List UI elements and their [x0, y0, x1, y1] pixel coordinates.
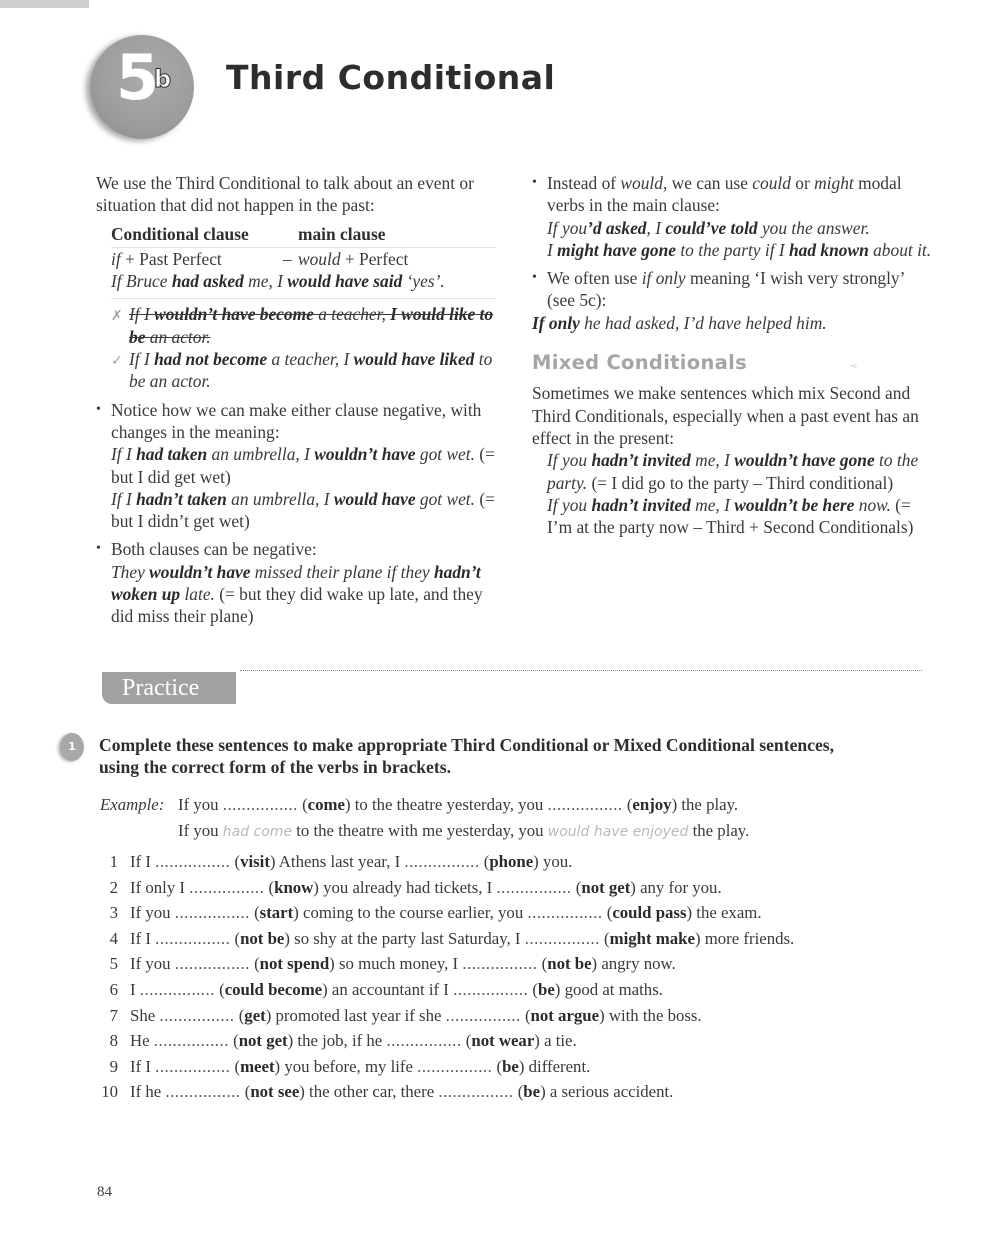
example-sentence: If you hadn’t invited me, I wouldn’t have gone to the party. (= I did go to the party – Third conditional) — [547, 450, 919, 493]
verb-prompt: be — [523, 1082, 541, 1102]
page-title: Third Conditional — [226, 58, 556, 97]
intro-text: We use the Third Conditional to talk about an event or situation that did not happen in the past: — [96, 173, 474, 216]
answer-blank[interactable]: ................ — [165, 1082, 241, 1102]
example-sentence: If I hadn’t taken an umbrella, I would have got wet. (= but I didn’t get wet) — [111, 488, 495, 532]
exercise-item: 3 If you ................ (start) coming to the course earlier, you ................ (could pass) the exam. — [100, 900, 920, 926]
item-number: 7 — [109, 1005, 118, 1025]
answer-blank[interactable]: ................ — [417, 1056, 493, 1076]
item-number: 5 — [109, 954, 118, 974]
form-table — [111, 223, 496, 300]
form-dash: – — [283, 248, 292, 269]
example-block — [100, 792, 920, 845]
verb-prompt: phone — [489, 852, 534, 871]
verb-prompt: be — [538, 979, 555, 999]
answer-blank[interactable]: ................ — [404, 852, 480, 871]
bullet-text: We often use if only meaning ‘I wish very strongly’ (see 5c): — [547, 268, 905, 311]
unit-badge — [90, 35, 194, 139]
verb-prompt: know — [274, 877, 314, 897]
unit-letter: b — [154, 65, 172, 93]
table-header — [111, 223, 496, 248]
bullet-icon: • — [532, 175, 537, 190]
answer-text: would have enjoyed — [547, 823, 689, 840]
col-header-main: main clause — [298, 223, 386, 244]
bullet-text: Instead of would, we can use could or might modal verbs in the main clause: — [547, 173, 902, 216]
example-sentence: If you hadn’t invited me, I wouldn’t be here now. (= I’m at the party now – Third + Second Conditionals) — [547, 494, 914, 538]
right-column — [532, 172, 932, 538]
section-heading-mixed — [532, 352, 932, 374]
example-sentence: If I had taken an umbrella, I wouldn’t have got wet. (= but I did get wet) — [111, 444, 495, 487]
exercise-item: 9 If I ................ (meet) you before, my life ................ (be) different. — [100, 1054, 920, 1080]
bullet-if-only — [532, 267, 932, 334]
answer-blank[interactable]: ................ — [153, 1031, 229, 1051]
item-number: 6 — [109, 979, 118, 999]
item-number: 8 — [109, 1031, 118, 1051]
unit-number: 5 — [116, 41, 158, 114]
dotted-divider — [240, 670, 922, 671]
verb-prompt: start — [259, 903, 294, 923]
verb-prompt: might make — [609, 928, 695, 948]
exercise-number-badge: 1 — [60, 733, 84, 761]
verb-prompt: not wear — [471, 1031, 535, 1051]
verb-prompt: not argue — [530, 1005, 600, 1025]
exercise-item: 6 I ................ (could become) an accountant if I ................ (be) good at maths. — [100, 977, 920, 1003]
exercise-item: 8 He ................ (not get) the job, if he ................ (not wear) a tie. — [100, 1028, 920, 1054]
example-label: Example: — [100, 795, 165, 814]
exercise-item: 4 If I ................ (not be) so shy at the party last Saturday, I ................ (might make) more friends. — [100, 926, 920, 952]
item-number: 9 — [109, 1056, 118, 1076]
mixed-intro: Sometimes we make sentences which mix Second and Third Conditionals, especially when a past event has an effect in the present: — [532, 383, 919, 448]
answer-text: had come — [222, 823, 293, 840]
bullet-both-negative — [96, 538, 496, 627]
arrow-icon: ➾ — [850, 362, 858, 373]
answer-blank[interactable]: ................ — [155, 1056, 231, 1076]
bullet-negative-clause — [96, 399, 496, 533]
wrong-example: ✗ If I wouldn’t have become a teacher, I would like to be an actor. — [111, 304, 494, 347]
example-question: Example: If you ................ (come) to the theatre yesterday, you ................ (enjoy) the play. — [100, 792, 920, 818]
exercise-instruction: Complete these sentences to make appropriate Third Conditional or Mixed Conditional sentences, using the correct form of the verbs in brackets. — [99, 735, 835, 777]
left-column — [96, 172, 496, 628]
answer-blank[interactable]: ................ — [386, 1031, 462, 1051]
blank: ................ — [547, 795, 623, 814]
answer-blank[interactable]: ................ — [174, 954, 250, 974]
verb-prompt: not get — [581, 877, 631, 897]
item-number: 4 — [109, 928, 118, 948]
bullet-text: Notice how we can make either clause negative, with changes in the meaning: — [111, 399, 482, 442]
form-example: If Bruce had asked me, I would have said ‘yes’. — [111, 270, 496, 299]
form-perfect: + Perfect — [340, 248, 409, 269]
verb-prompt: could pass — [612, 903, 687, 923]
answer-blank[interactable]: ................ — [453, 979, 529, 999]
verb-prompt: get — [244, 1005, 266, 1025]
corner-strip — [0, 0, 89, 8]
answer-blank[interactable]: ................ — [155, 852, 231, 871]
exercise-item: 1 If I ................ (visit) Athens last year, I ................ (phone) you. — [100, 849, 920, 875]
bullet-icon: • — [96, 541, 101, 557]
answer-blank[interactable]: ................ — [155, 928, 231, 948]
item-number: 2 — [109, 877, 118, 897]
bullet-text: Both clauses can be negative: — [111, 539, 317, 560]
answer-blank[interactable]: ................ — [139, 979, 215, 999]
verb-prompt: not be — [547, 954, 592, 974]
col-header-conditional: Conditional clause — [111, 223, 249, 244]
exercise-item: 2 If only I ................ (know) you already had tickets, I ................ (not get) any for you. — [100, 875, 920, 901]
verb-prompt: meet — [240, 1056, 275, 1076]
answer-blank[interactable]: ................ — [445, 1005, 521, 1025]
answer-blank[interactable]: ................ — [159, 1005, 235, 1025]
example-sentence: If you’d asked, I could’ve told you the answer. — [547, 217, 870, 238]
check-icon: ✓ — [111, 353, 123, 370]
verb-prompt: be — [502, 1056, 519, 1076]
cross-icon: ✗ — [111, 308, 123, 325]
verb-prompt: not get — [238, 1031, 288, 1051]
form-if: if — [111, 248, 121, 269]
exercise-item: 5 If you ................ (not spend) so much money, I ................ (not be) angry now. — [100, 951, 920, 977]
item-number: 10 — [101, 1082, 118, 1102]
form-would: would — [298, 248, 341, 269]
answer-blank[interactable]: ................ — [174, 903, 250, 923]
answer-blank[interactable]: ................ — [189, 877, 265, 897]
bullet-modal-verbs — [532, 172, 932, 261]
bullet-icon: • — [532, 270, 537, 286]
answer-blank[interactable]: ................ — [462, 954, 538, 974]
form-row — [111, 248, 496, 270]
answer-blank[interactable]: ................ — [524, 928, 600, 948]
verb-prompt: visit — [240, 852, 270, 871]
blank: ................ — [222, 795, 298, 814]
exercise-item: 10 If he ................ (not see) the other car, there ................ (be) a serious accident. — [100, 1079, 920, 1105]
bullet-icon: • — [96, 401, 101, 417]
answer-blank[interactable]: ................ — [496, 877, 572, 897]
item-number: 1 — [109, 852, 118, 871]
verb-prompt: could become — [224, 979, 323, 999]
answer-blank[interactable]: ................ — [438, 1082, 514, 1102]
heading-text: Mixed Conditionals — [532, 351, 748, 375]
example-sentence: They wouldn’t have missed their plane if they hadn’t woken up late. (= but they did wake up late, and they did miss their plane) — [111, 561, 483, 627]
exercise-item: 7 She ................ (get) promoted last year if she ................ (not argue) with the boss. — [100, 1003, 920, 1029]
page-number: 84 — [97, 1184, 112, 1200]
form-past-perfect: + Past Perfect — [120, 248, 222, 269]
verb-prompt: not see — [250, 1082, 300, 1102]
verb-prompt: not be — [240, 928, 285, 948]
exercise-items — [100, 849, 920, 1105]
example-sentence: If only he had asked, I’d have helped him. — [532, 312, 827, 333]
right-example: ✓ If I had not become a teacher, I would have liked to be an actor. — [111, 349, 493, 392]
example-sentence: I might have gone to the party if I had known about it. — [547, 239, 932, 260]
practice-tab: Practice — [102, 672, 236, 704]
item-number: 3 — [109, 903, 118, 923]
example-answer: If you had come to the theatre with me yesterday, you would have enjoyed the play. — [178, 820, 750, 840]
answer-blank[interactable]: ................ — [527, 903, 603, 923]
verb-prompt: not spend — [259, 954, 330, 974]
